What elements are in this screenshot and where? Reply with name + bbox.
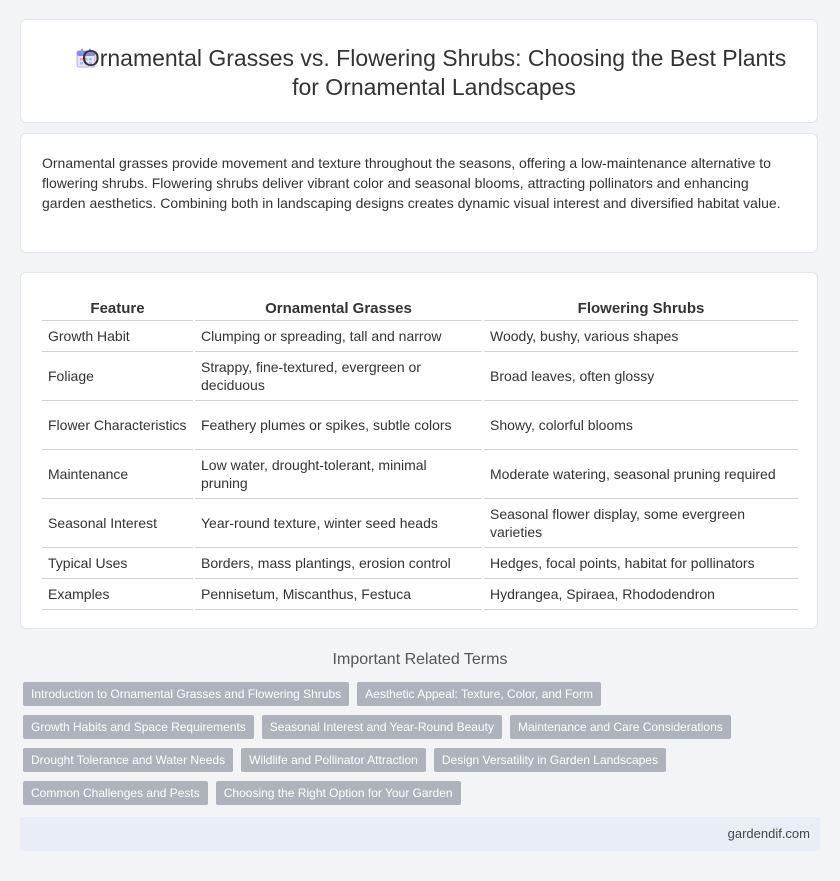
table-header-row [42,296,798,321]
table-row [42,352,798,401]
related-term-link[interactable]: Drought Tolerance and Water Needs [23,748,233,772]
related-term-link[interactable]: Maintenance and Care Considerations [510,715,731,739]
footer [20,817,820,851]
table-cell: Typical Uses [42,548,194,579]
related-terms-heading: Important Related Terms [332,651,508,668]
table-cell: Flower Characteristics [42,401,194,450]
table-cell: Broad leaves, often glossy [483,352,798,401]
related-terms-list [23,682,813,805]
table-cell: Growth Habit [42,321,194,352]
table-row [42,450,798,499]
table-row [42,548,798,579]
table-row [42,579,798,610]
column-header: Ornamental Grasses [194,296,483,321]
table-cell: Seasonal flower display, some evergreen varieties [483,499,798,548]
table-cell: Clumping or spreading, tall and narrow [194,321,483,352]
related-term-link[interactable]: Aesthetic Appeal: Texture, Color, and Form [357,682,601,706]
comparison-card [20,272,818,629]
table-cell: Examples [42,579,194,610]
table-cell: Borders, mass plantings, erosion control [194,548,483,579]
table-cell: Year-round texture, winter seed heads [194,499,483,548]
table-cell: Hydrangea, Spiraea, Rhododendron [483,579,798,610]
table-cell: Moderate watering, seasonal pruning required [483,450,798,499]
table-cell: Low water, drought-tolerant, minimal pruning [194,450,483,499]
page-title: Ornamental Grasses vs. Flowering Shrubs: Choosing the Best Plants for Ornamental Landscapes [81,45,787,100]
table-cell: Foliage [42,352,194,401]
table-row [42,499,798,548]
comparison-table [42,296,798,610]
header-card [20,19,818,123]
related-term-link[interactable]: Seasonal Interest and Year-Round Beauty [262,715,502,739]
related-term-link[interactable]: Design Versatility in Garden Landscapes [434,748,666,772]
column-header: Flowering Shrubs [483,296,798,321]
table-row [42,321,798,352]
table-cell: Woody, bushy, various shapes [483,321,798,352]
table-row [42,401,798,450]
table-cell: Feathery plumes or spikes, subtle colors [194,401,483,450]
related-term-link[interactable]: Growth Habits and Space Requirements [23,715,254,739]
summary-text: Ornamental grasses provide movement and texture throughout the seasons, offering a low-maintenance alternative to flowering shrubs. Flowering shrubs deliver vibrant color and seasonal blooms, attracting pollinators and enhancing garden aesthetics. Combining both in landscaping designs creates dynamic visual interest and diversified habitat value. [42,155,781,211]
table-cell: Maintenance [42,450,194,499]
site-link[interactable]: gardendif.com [727,826,810,841]
table-cell: Hedges, focal points, habitat for pollinators [483,548,798,579]
related-term-link[interactable]: Wildlife and Pollinator Attraction [241,748,426,772]
table-cell: Showy, colorful blooms [483,401,798,450]
related-term-link[interactable]: Choosing the Right Option for Your Garden [216,781,461,805]
related-term-link[interactable]: Common Challenges and Pests [23,781,208,805]
related-term-link[interactable]: Introduction to Ornamental Grasses and Flowering Shrubs [23,682,349,706]
table-cell: Pennisetum, Miscanthus, Festuca [194,579,483,610]
column-header: Feature [42,296,194,321]
table-cell: Seasonal Interest [42,499,194,548]
table-cell: Strappy, fine-textured, evergreen or deciduous [194,352,483,401]
summary-card [20,133,818,253]
